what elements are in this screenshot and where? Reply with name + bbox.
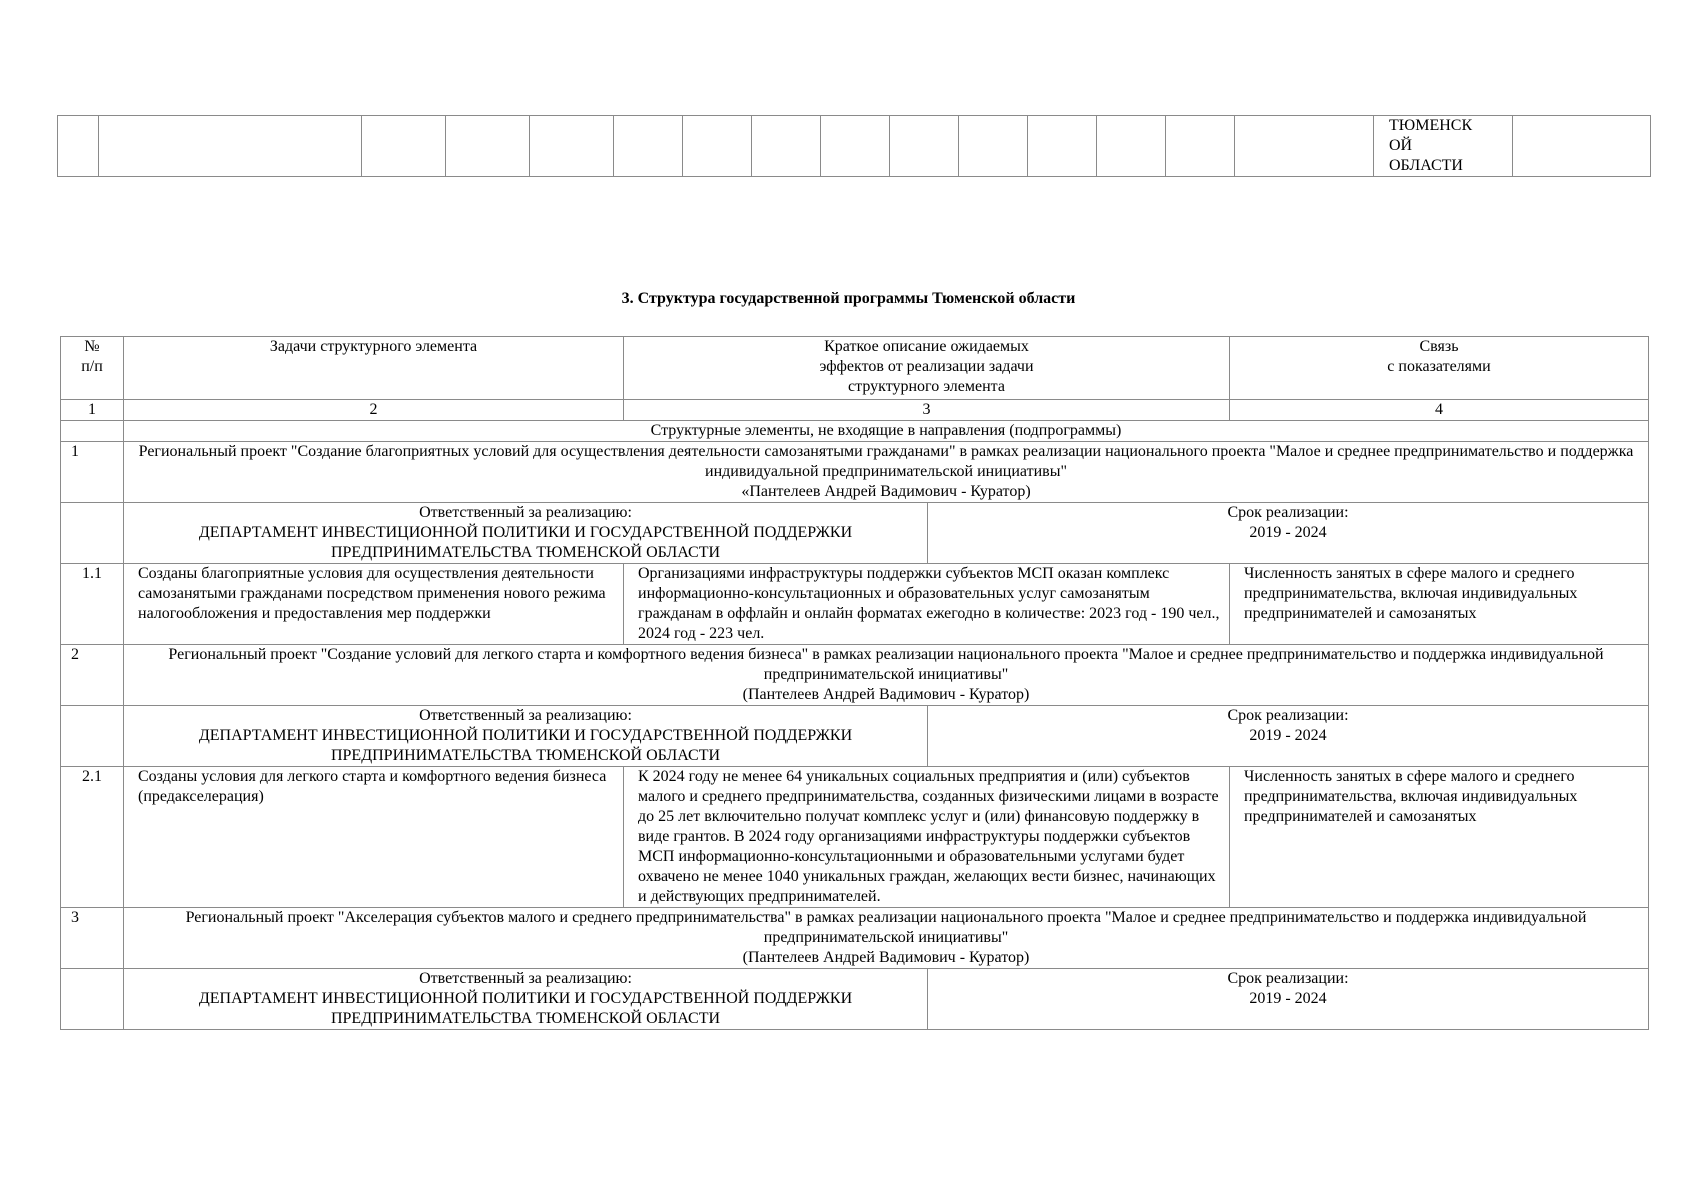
responsible-department: ДЕПАРТАМЕНТ ИНВЕСТИЦИОННОЙ ПОЛИТИКИ И ГОСУДАРСТВЕННОЙ ПОДДЕРЖКИ ПРЕДПРИНИМАТЕЛЬСТВА ТЮМЕНСКОЙ ОБЛАСТИ [198,727,853,764]
responsible-row [61,969,1649,1030]
task-effect: Организациями инфраструктуры поддержки субъектов МСП оказан комплекс информационно-консультационных и образовательных услуг самозанятым гражданам в оффлайн и онлайн форматах ежегодно в количестве: 2023 год - 190 чел., 2024 год - 223 чел. [624,564,1230,645]
column-number: 4 [1230,400,1649,421]
table-cell [1513,116,1651,177]
project-row [61,645,1649,706]
responsible-department: ДЕПАРТАМЕНТ ИНВЕСТИЦИОННОЙ ПОЛИТИКИ И ГОСУДАРСТВЕННОЙ ПОДДЕРЖКИ ПРЕДПРИНИМАТЕЛЬСТВА ТЮМЕНСКОЙ ОБЛАСТИ [198,524,853,561]
column-numbers-row [61,400,1649,421]
responsible-label: Ответственный за реализацию: [419,504,632,521]
project-row [61,908,1649,969]
project-title: Региональный проект "Создание условий для легкого старта и комфортного ведения бизнеса" в рамках реализации национального проекта "Малое и среднее предпринимательство и поддержка индивидуальной предпринимательской инициативы" (Пантелеев Андрей Вадимович - Куратор) [124,645,1649,706]
program-structure-table [60,336,1649,1030]
task-text: Созданы благоприятные условия для осуществления деятельности самозанятыми гражданами посредством применения нового режима налогообложения и предоставления мер поддержки [124,564,624,645]
project-number: 1 [61,442,124,503]
task-text: Созданы условия для легкого старта и комфортного ведения бизнеса (предакселерация) [124,767,624,908]
header-indicators: Связь с показателями [1230,337,1649,400]
table-cell [1097,116,1166,177]
table-cell [99,116,362,177]
column-number: 2 [124,400,624,421]
responsible-cell [124,503,928,564]
task-row [61,564,1649,645]
table-cell [1235,116,1374,177]
table-cell [614,116,683,177]
responsible-label: Ответственный за реализацию: [419,707,632,724]
responsible-department: ДЕПАРТАМЕНТ ИНВЕСТИЦИОННОЙ ПОЛИТИКИ И ГОСУДАРСТВЕННОЙ ПОДДЕРЖКИ ПРЕДПРИНИМАТЕЛЬСТВА ТЮМЕНСКОЙ ОБЛАСТИ [198,990,853,1027]
region-cell: ТЮМЕНСК ОЙ ОБЛАСТИ [1374,116,1513,177]
header-effects: Краткое описание ожидаемых эффектов от реализации задачи структурного элемента [624,337,1230,400]
table-cell [61,969,124,1030]
table-cell [1028,116,1097,177]
column-number: 1 [61,400,124,421]
project-title: Региональный проект "Акселерация субъектов малого и среднего предпринимательства" в рамках реализации национального проекта "Малое и среднее предпринимательство и поддержка индивидуальной предпринимательской инициативы" (Пантелеев Андрей Вадимович - Куратор) [124,908,1649,969]
responsible-cell [124,969,928,1030]
term-value: 2019 - 2024 [1249,990,1327,1007]
term-value: 2019 - 2024 [1249,727,1327,744]
term-value: 2019 - 2024 [1249,524,1327,541]
previous-table-fragment [57,115,1651,177]
group-heading-row [61,421,1649,442]
table-cell [58,116,99,177]
table-cell [821,116,890,177]
term-label: Срок реализации: [1227,707,1349,724]
table-cell [959,116,1028,177]
term-cell [928,706,1649,767]
header-tasks: Задачи структурного элемента [124,337,624,400]
term-label: Срок реализации: [1227,970,1349,987]
responsible-cell [124,706,928,767]
project-row [61,442,1649,503]
table-cell [61,706,124,767]
task-number: 2.1 [61,767,124,908]
responsible-row [61,503,1649,564]
responsible-row [61,706,1649,767]
task-effect: К 2024 году не менее 64 уникальных социальных предприятия и (или) субъектов малого и среднего предпринимательства, созданных физическими лицами в возрасте до 25 лет включительно получат комплекс услуг и (или) финансовую поддержку в виде грантов. В 2024 году организациями инфраструктуры поддержки субъектов МСП информационно-консультационными и образовательными услугами будет охвачено не менее 1040 уникальных граждан, желающих вести бизнес, начинающих и действующих предпринимателей. [624,767,1230,908]
task-row [61,767,1649,908]
task-number: 1.1 [61,564,124,645]
section-title: 3. Структура государственной программы Тюменской области [621,290,1076,307]
responsible-label: Ответственный за реализацию: [419,970,632,987]
header-num: № п/п [61,337,124,400]
table-cell [530,116,614,177]
project-number: 2 [61,645,124,706]
project-title: Региональный проект "Создание благоприятных условий для осуществления деятельности самозанятыми гражданами" в рамках реализации национального проекта "Малое и среднее предпринимательство и поддержка индивидуальной предпринимательской инициативы" «Пантелеев Андрей Вадимович - Куратор) [124,442,1649,503]
term-label: Срок реализации: [1227,504,1349,521]
table-cell [752,116,821,177]
table-cell [1166,116,1235,177]
task-indicator: Численность занятых в сфере малого и среднего предпринимательства, включая индивидуальных предпринимателей и самозанятых [1230,767,1649,908]
table-cell [446,116,530,177]
table-cell [683,116,752,177]
column-number: 3 [624,400,1230,421]
group-heading: Структурные элементы, не входящие в направления (подпрограммы) [124,421,1649,442]
table-cell [61,503,124,564]
term-cell [928,969,1649,1030]
table-row [58,116,1651,177]
term-cell [928,503,1649,564]
table-cell [362,116,446,177]
task-indicator: Численность занятых в сфере малого и среднего предпринимательства, включая индивидуальных предпринимателей и самозанятых [1230,564,1649,645]
table-cell [890,116,959,177]
project-number: 3 [61,908,124,969]
header-row [61,337,1649,400]
table-cell [61,421,124,442]
